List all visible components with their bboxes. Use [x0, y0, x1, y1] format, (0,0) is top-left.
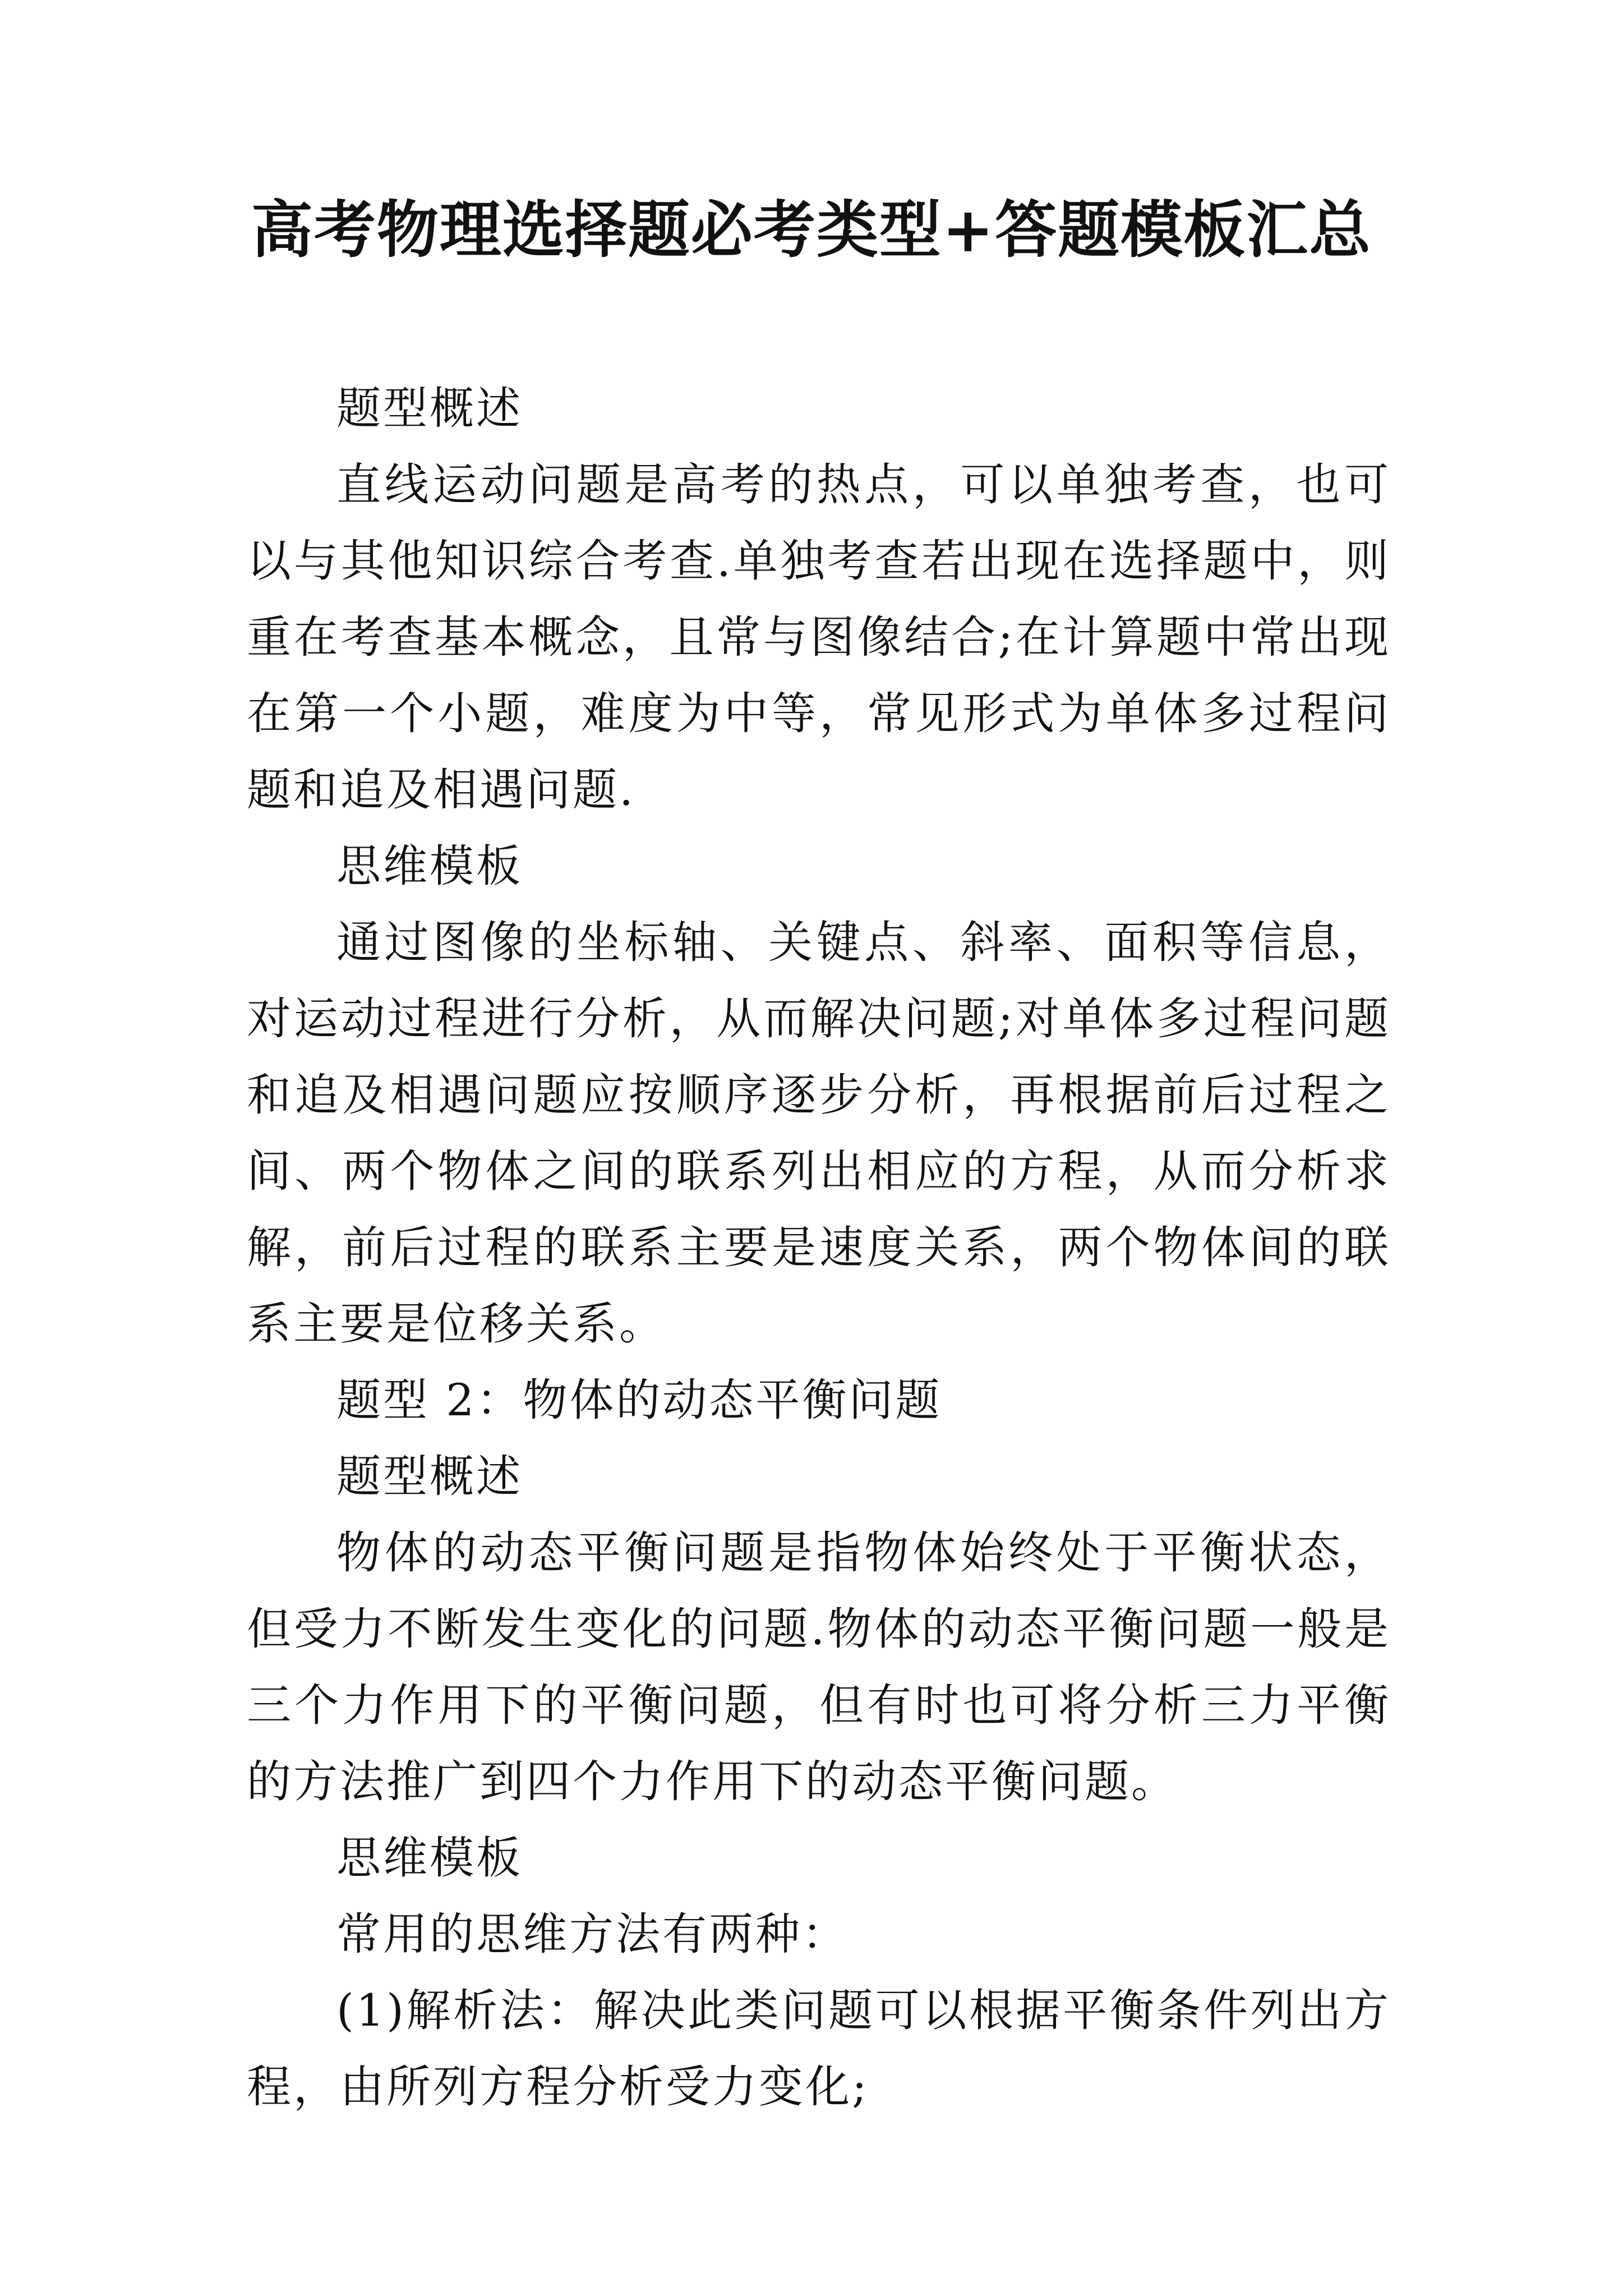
document-body [247, 370, 1391, 2125]
paragraph-method-1: (1)解析法：解决此类问题可以根据平衡条件列出方程，由所列方程分析受力变化; [247, 1985, 1391, 2113]
section-heading-template-2: 思维模板 [336, 1832, 523, 1884]
section-heading-overview-2: 题型概述 [336, 1451, 523, 1502]
paragraph-template: 通过图像的坐标轴、关键点、斜率、面积等信息，对运动过程进行分析，从而解决问题;对单体多过程问题和追及相遇问题应按顺序逐步分析，再根据前后过程之间、两个物体之间的联系列出相应的方程，从而分析求解，前后过程的联系主要是速度关系，两个物体间的联系主要是位移关系。 [247, 917, 1391, 1350]
document-title: 高考物理选择题必考类型+答题模板汇总 [251, 194, 1372, 266]
section-heading-type-2: 题型 2：物体的动态平衡问题 [336, 1374, 942, 1426]
section-heading-overview: 题型概述 [336, 383, 523, 434]
paragraph-overview: 直线运动问题是高考的热点，可以单独考查，也可以与其他知识综合考查.单独考查若出现在选择题中，则重在考查基本概念，且常与图像结合;在计算题中常出现在第一个小题，难度为中等，常见形式为单体多过程问题和追及相遇问题. [247, 459, 1391, 816]
paragraph-methods-intro: 常用的思维方法有两种： [336, 1908, 849, 1960]
section-heading-template: 思维模板 [336, 840, 523, 892]
paragraph-overview-2: 物体的动态平衡问题是指物体始终处于平衡状态，但受力不断发生变化的问题.物体的动态平衡问题一般是三个力作用下的平衡问题，但有时也可将分析三力平衡的方法推广到四个力作用下的动态平衡问题。 [247, 1527, 1391, 1807]
